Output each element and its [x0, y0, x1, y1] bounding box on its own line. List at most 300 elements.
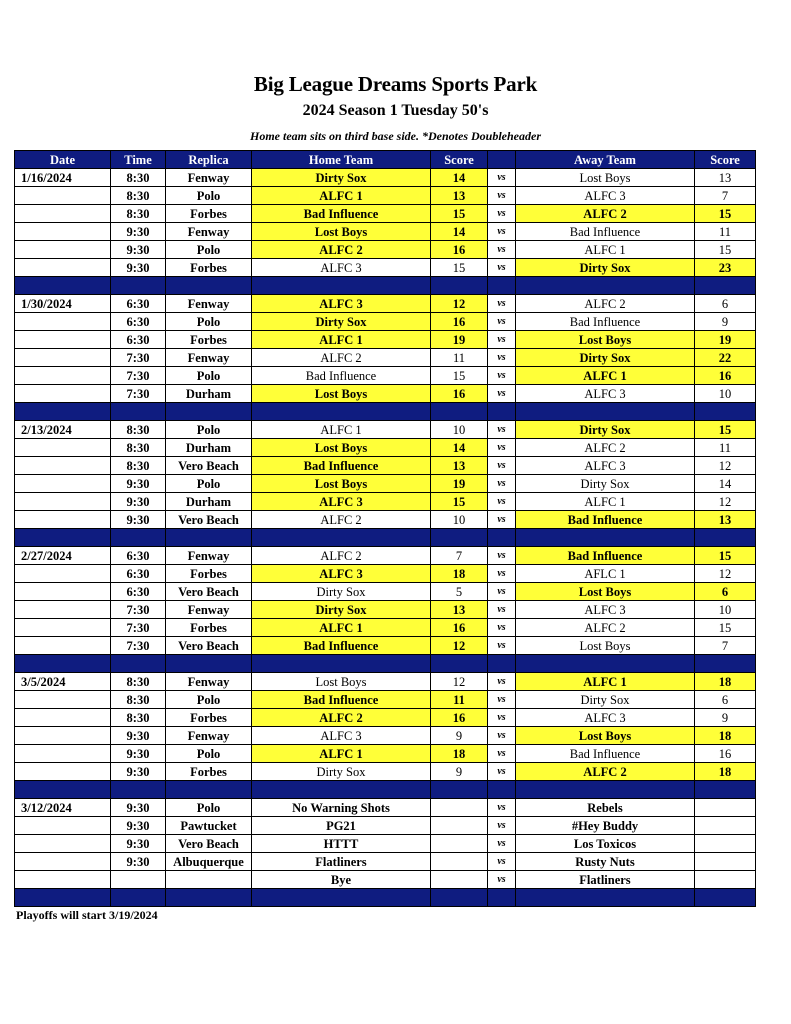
home-team-cell: Bad Influence [252, 457, 431, 475]
home-score-cell: 11 [431, 349, 488, 367]
home-team-cell: ALFC 1 [252, 619, 431, 637]
date-cell: 2/27/2024 [15, 547, 111, 565]
column-header-away-score: Score [695, 151, 756, 169]
time-cell: 9:30 [111, 853, 166, 871]
home-team-cell: ALFC 3 [252, 727, 431, 745]
time-cell: 9:30 [111, 745, 166, 763]
away-team-cell: ALFC 2 [516, 439, 695, 457]
away-team-cell: ALFC 2 [516, 295, 695, 313]
table-row [15, 223, 756, 241]
table-row [15, 313, 756, 331]
time-cell: 9:30 [111, 241, 166, 259]
separator-cell [695, 889, 756, 907]
field-cell [166, 871, 252, 889]
away-team-cell: Lost Boys [516, 583, 695, 601]
home-team-cell: ALFC 2 [252, 709, 431, 727]
separator-cell [516, 529, 695, 547]
separator-cell [252, 655, 431, 673]
field-cell: Albuquerque [166, 853, 252, 871]
vs-cell: vs [488, 745, 516, 763]
home-team-cell: Lost Boys [252, 475, 431, 493]
field-cell: Forbes [166, 331, 252, 349]
table-row [15, 817, 756, 835]
date-cell [15, 583, 111, 601]
separator-cell [252, 277, 431, 295]
week-separator-row [15, 781, 756, 799]
field-cell: Vero Beach [166, 835, 252, 853]
time-cell: 8:30 [111, 691, 166, 709]
vs-cell: vs [488, 259, 516, 277]
table-row [15, 871, 756, 889]
separator-cell [516, 889, 695, 907]
home-score-cell: 16 [431, 313, 488, 331]
column-header-replica: Replica [166, 151, 252, 169]
home-score-cell: 5 [431, 583, 488, 601]
home-team-cell: ALFC 2 [252, 511, 431, 529]
vs-cell: vs [488, 637, 516, 655]
home-team-cell: Bad Influence [252, 205, 431, 223]
field-cell: Durham [166, 439, 252, 457]
away-team-cell: ALFC 1 [516, 673, 695, 691]
away-score-cell [695, 871, 756, 889]
time-cell: 7:30 [111, 601, 166, 619]
away-score-cell: 12 [695, 565, 756, 583]
date-cell [15, 763, 111, 781]
field-cell: Vero Beach [166, 511, 252, 529]
table-row [15, 583, 756, 601]
home-team-cell: Bad Influence [252, 637, 431, 655]
away-score-cell: 18 [695, 727, 756, 745]
away-team-cell: ALFC 2 [516, 205, 695, 223]
away-score-cell: 13 [695, 511, 756, 529]
vs-cell: vs [488, 853, 516, 871]
field-cell: Polo [166, 475, 252, 493]
home-score-cell: 13 [431, 457, 488, 475]
away-team-cell: ALFC 3 [516, 385, 695, 403]
home-score-cell: 7 [431, 547, 488, 565]
away-team-cell: ALFC 1 [516, 493, 695, 511]
column-header-vs [488, 151, 516, 169]
vs-cell: vs [488, 547, 516, 565]
away-team-cell: Bad Influence [516, 511, 695, 529]
away-score-cell [695, 817, 756, 835]
away-team-cell: ALFC 1 [516, 241, 695, 259]
away-score-cell: 15 [695, 547, 756, 565]
time-cell: 8:30 [111, 709, 166, 727]
home-score-cell: 18 [431, 565, 488, 583]
date-cell [15, 367, 111, 385]
week-separator-row [15, 403, 756, 421]
away-team-cell: Dirty Sox [516, 349, 695, 367]
away-score-cell: 16 [695, 367, 756, 385]
time-cell: 9:30 [111, 799, 166, 817]
away-score-cell: 11 [695, 439, 756, 457]
separator-cell [695, 529, 756, 547]
separator-cell [431, 403, 488, 421]
separator-cell [252, 781, 431, 799]
table-row [15, 601, 756, 619]
separator-cell [431, 277, 488, 295]
separator-cell [431, 781, 488, 799]
week-separator-row [15, 655, 756, 673]
separator-cell [488, 403, 516, 421]
away-team-cell: ALFC 2 [516, 619, 695, 637]
separator-cell [15, 277, 111, 295]
separator-cell [431, 655, 488, 673]
field-cell: Fenway [166, 601, 252, 619]
date-cell: 3/5/2024 [15, 673, 111, 691]
date-cell: 1/30/2024 [15, 295, 111, 313]
home-score-cell: 19 [431, 475, 488, 493]
home-score-cell: 16 [431, 709, 488, 727]
away-score-cell: 6 [695, 583, 756, 601]
vs-cell: vs [488, 349, 516, 367]
home-score-cell: 14 [431, 169, 488, 187]
date-cell [15, 817, 111, 835]
table-row [15, 493, 756, 511]
vs-cell: vs [488, 331, 516, 349]
table-row [15, 421, 756, 439]
vs-cell: vs [488, 187, 516, 205]
away-team-cell: Flatliners [516, 871, 695, 889]
table-row [15, 547, 756, 565]
separator-cell [166, 403, 252, 421]
table-row [15, 691, 756, 709]
home-team-cell: Lost Boys [252, 673, 431, 691]
column-header-time: Time [111, 151, 166, 169]
away-score-cell [695, 853, 756, 871]
vs-cell: vs [488, 367, 516, 385]
field-cell: Forbes [166, 709, 252, 727]
home-team-cell: Bad Influence [252, 691, 431, 709]
away-team-cell: Lost Boys [516, 169, 695, 187]
away-score-cell: 9 [695, 709, 756, 727]
separator-cell [166, 277, 252, 295]
home-team-cell: Dirty Sox [252, 313, 431, 331]
date-cell [15, 511, 111, 529]
home-score-cell: 10 [431, 421, 488, 439]
separator-cell [516, 781, 695, 799]
field-cell: Fenway [166, 223, 252, 241]
field-cell: Polo [166, 367, 252, 385]
away-team-cell: Dirty Sox [516, 421, 695, 439]
home-score-cell: 15 [431, 205, 488, 223]
home-score-cell [431, 853, 488, 871]
vs-cell: vs [488, 709, 516, 727]
away-score-cell: 23 [695, 259, 756, 277]
date-cell [15, 205, 111, 223]
field-cell: Fenway [166, 349, 252, 367]
field-cell: Fenway [166, 295, 252, 313]
table-row [15, 511, 756, 529]
home-score-cell: 16 [431, 385, 488, 403]
date-cell [15, 637, 111, 655]
away-team-cell: AFLC 1 [516, 565, 695, 583]
away-team-cell: Los Toxicos [516, 835, 695, 853]
time-cell: 9:30 [111, 259, 166, 277]
away-score-cell: 15 [695, 241, 756, 259]
away-team-cell: Dirty Sox [516, 475, 695, 493]
time-cell: 9:30 [111, 835, 166, 853]
vs-cell: vs [488, 439, 516, 457]
home-score-cell: 13 [431, 187, 488, 205]
table-row [15, 295, 756, 313]
time-cell: 8:30 [111, 421, 166, 439]
away-score-cell: 15 [695, 205, 756, 223]
table-row [15, 835, 756, 853]
separator-cell [516, 277, 695, 295]
separator-cell [252, 403, 431, 421]
vs-cell: vs [488, 565, 516, 583]
separator-cell [516, 655, 695, 673]
home-team-cell: Dirty Sox [252, 169, 431, 187]
time-cell: 8:30 [111, 439, 166, 457]
away-team-cell: Bad Influence [516, 745, 695, 763]
time-cell: 7:30 [111, 619, 166, 637]
table-row [15, 745, 756, 763]
home-score-cell: 12 [431, 295, 488, 313]
away-score-cell: 9 [695, 313, 756, 331]
separator-cell [488, 529, 516, 547]
date-cell [15, 727, 111, 745]
column-header-home-team: Home Team [252, 151, 431, 169]
separator-cell [111, 889, 166, 907]
away-score-cell: 15 [695, 421, 756, 439]
time-cell: 9:30 [111, 511, 166, 529]
date-cell [15, 835, 111, 853]
away-team-cell: ALFC 3 [516, 709, 695, 727]
time-cell: 7:30 [111, 637, 166, 655]
home-score-cell: 10 [431, 511, 488, 529]
time-cell: 9:30 [111, 223, 166, 241]
time-cell: 9:30 [111, 817, 166, 835]
table-row [15, 637, 756, 655]
away-team-cell: Rusty Nuts [516, 853, 695, 871]
field-cell: Fenway [166, 673, 252, 691]
home-team-cell: ALFC 3 [252, 493, 431, 511]
date-cell [15, 313, 111, 331]
field-cell: Durham [166, 385, 252, 403]
date-cell [15, 871, 111, 889]
field-cell: Fenway [166, 727, 252, 745]
week-separator-row [15, 277, 756, 295]
separator-cell [695, 655, 756, 673]
date-cell [15, 187, 111, 205]
away-score-cell: 7 [695, 637, 756, 655]
table-header-row [15, 151, 756, 169]
separator-cell [166, 781, 252, 799]
home-team-cell: Bye [252, 871, 431, 889]
table-row [15, 385, 756, 403]
field-cell: Polo [166, 691, 252, 709]
time-cell: 6:30 [111, 295, 166, 313]
home-team-cell: ALFC 3 [252, 259, 431, 277]
table-row [15, 853, 756, 871]
column-header-home-score: Score [431, 151, 488, 169]
vs-cell: vs [488, 421, 516, 439]
time-cell: 9:30 [111, 727, 166, 745]
date-cell [15, 745, 111, 763]
date-cell [15, 241, 111, 259]
table-row [15, 619, 756, 637]
date-cell [15, 439, 111, 457]
away-team-cell: ALFC 3 [516, 187, 695, 205]
vs-cell: vs [488, 691, 516, 709]
separator-cell [111, 529, 166, 547]
table-row [15, 259, 756, 277]
away-score-cell [695, 799, 756, 817]
home-score-cell [431, 817, 488, 835]
separator-cell [252, 529, 431, 547]
home-score-cell: 14 [431, 439, 488, 457]
table-row [15, 169, 756, 187]
vs-cell: vs [488, 727, 516, 745]
separator-cell [488, 781, 516, 799]
vs-cell: vs [488, 511, 516, 529]
home-team-cell: ALFC 3 [252, 295, 431, 313]
separator-cell [431, 529, 488, 547]
time-cell: 7:30 [111, 367, 166, 385]
table-row [15, 799, 756, 817]
away-team-cell: ALFC 3 [516, 601, 695, 619]
away-score-cell: 11 [695, 223, 756, 241]
vs-cell: vs [488, 475, 516, 493]
home-team-cell: Dirty Sox [252, 583, 431, 601]
vs-cell: vs [488, 223, 516, 241]
field-cell: Polo [166, 745, 252, 763]
away-score-cell: 10 [695, 601, 756, 619]
playoffs-note: Playoffs will start 3/19/2024 [16, 908, 158, 922]
vs-cell: vs [488, 799, 516, 817]
field-cell: Vero Beach [166, 637, 252, 655]
field-cell: Polo [166, 421, 252, 439]
date-cell [15, 709, 111, 727]
vs-cell: vs [488, 871, 516, 889]
table-row [15, 565, 756, 583]
time-cell: 6:30 [111, 547, 166, 565]
separator-cell [488, 655, 516, 673]
home-team-cell: ALFC 3 [252, 565, 431, 583]
away-score-cell: 16 [695, 745, 756, 763]
table-row [15, 331, 756, 349]
home-score-cell: 9 [431, 727, 488, 745]
date-cell [15, 457, 111, 475]
time-cell: 7:30 [111, 385, 166, 403]
home-score-cell: 11 [431, 691, 488, 709]
home-team-cell: ALFC 1 [252, 331, 431, 349]
date-cell [15, 385, 111, 403]
time-cell: 8:30 [111, 673, 166, 691]
home-team-cell: ALFC 2 [252, 547, 431, 565]
home-team-cell: No Warning Shots [252, 799, 431, 817]
home-score-cell: 15 [431, 493, 488, 511]
field-cell: Vero Beach [166, 457, 252, 475]
week-separator-row [15, 889, 756, 907]
date-cell [15, 853, 111, 871]
time-cell: 6:30 [111, 313, 166, 331]
vs-cell: vs [488, 835, 516, 853]
separator-cell [166, 889, 252, 907]
away-score-cell: 13 [695, 169, 756, 187]
home-score-cell: 16 [431, 619, 488, 637]
home-score-cell: 14 [431, 223, 488, 241]
column-header-date: Date [15, 151, 111, 169]
page-title: Big League Dreams Sports Park [253, 72, 538, 96]
table-row [15, 709, 756, 727]
date-cell: 2/13/2024 [15, 421, 111, 439]
home-team-cell: HTTT [252, 835, 431, 853]
page-subtitle: 2024 Season 1 Tuesday 50's [302, 102, 489, 119]
date-cell [15, 565, 111, 583]
separator-cell [431, 889, 488, 907]
home-team-cell: Lost Boys [252, 223, 431, 241]
week-separator-row [15, 529, 756, 547]
vs-cell: vs [488, 295, 516, 313]
home-score-cell: 15 [431, 259, 488, 277]
time-cell: 8:30 [111, 187, 166, 205]
away-score-cell: 10 [695, 385, 756, 403]
away-score-cell: 12 [695, 457, 756, 475]
date-cell: 1/16/2024 [15, 169, 111, 187]
separator-cell [15, 655, 111, 673]
table-row [15, 349, 756, 367]
away-team-cell: Lost Boys [516, 331, 695, 349]
home-score-cell: 13 [431, 601, 488, 619]
home-team-cell: ALFC 1 [252, 745, 431, 763]
field-cell: Durham [166, 493, 252, 511]
date-cell: 3/12/2024 [15, 799, 111, 817]
date-cell [15, 259, 111, 277]
table-row [15, 439, 756, 457]
separator-cell [111, 403, 166, 421]
home-team-cell: Lost Boys [252, 385, 431, 403]
home-score-cell: 15 [431, 367, 488, 385]
time-cell: 9:30 [111, 493, 166, 511]
away-team-cell: ALFC 3 [516, 457, 695, 475]
table-row [15, 241, 756, 259]
table-row [15, 205, 756, 223]
time-cell: 8:30 [111, 169, 166, 187]
home-team-cell: Dirty Sox [252, 763, 431, 781]
vs-cell: vs [488, 313, 516, 331]
away-score-cell: 22 [695, 349, 756, 367]
field-cell: Forbes [166, 619, 252, 637]
vs-cell: vs [488, 817, 516, 835]
away-score-cell: 7 [695, 187, 756, 205]
separator-cell [488, 277, 516, 295]
field-cell: Fenway [166, 547, 252, 565]
field-cell: Polo [166, 241, 252, 259]
away-score-cell: 15 [695, 619, 756, 637]
time-cell: 9:30 [111, 763, 166, 781]
separator-cell [111, 655, 166, 673]
vs-cell: vs [488, 241, 516, 259]
home-team-cell: Dirty Sox [252, 601, 431, 619]
table-row [15, 475, 756, 493]
away-score-cell: 18 [695, 763, 756, 781]
vs-cell: vs [488, 493, 516, 511]
separator-cell [166, 655, 252, 673]
home-score-cell: 18 [431, 745, 488, 763]
home-team-cell: Bad Influence [252, 367, 431, 385]
away-team-cell: Dirty Sox [516, 691, 695, 709]
date-cell [15, 691, 111, 709]
field-cell: Forbes [166, 565, 252, 583]
separator-cell [695, 403, 756, 421]
table-row [15, 187, 756, 205]
away-team-cell: Dirty Sox [516, 259, 695, 277]
vs-cell: vs [488, 673, 516, 691]
